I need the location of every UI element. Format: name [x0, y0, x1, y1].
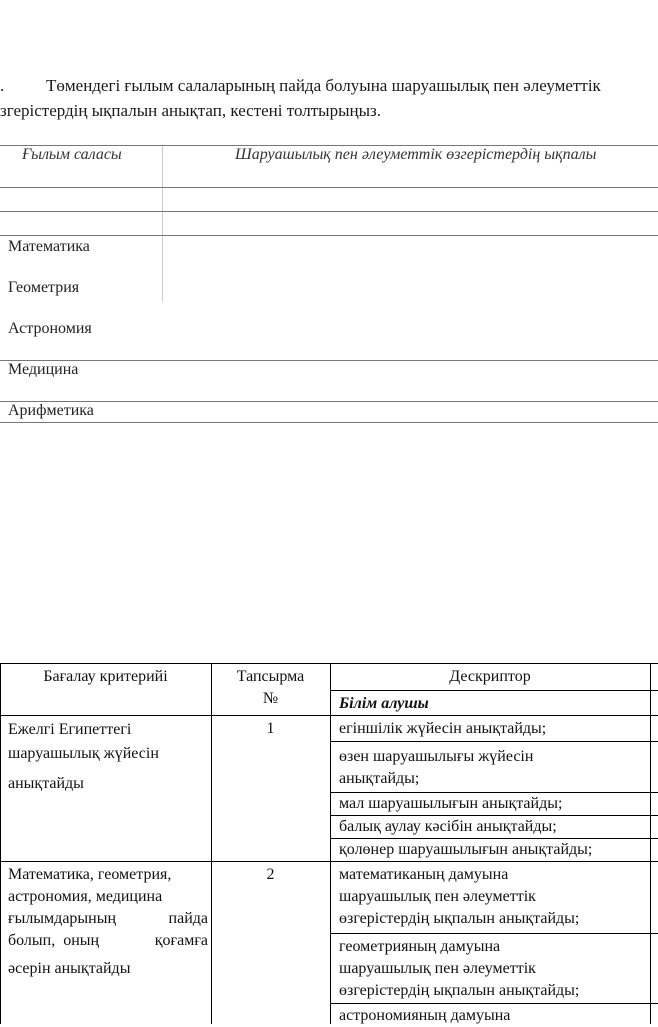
- criterion-word: қоғамға: [154, 932, 208, 949]
- table1-column-divider: [162, 146, 163, 302]
- descriptor-item: егіншілік жүйесін анықтайды;: [339, 720, 547, 737]
- criterion-word: пайда: [168, 910, 208, 927]
- criterion-line: астрономия, медицина: [8, 888, 163, 905]
- criterion-line: шаруашылық жүйесін: [8, 745, 159, 762]
- task-text-line1: Төмендегі ғылым салаларының пайда болуына шаруашылық пен әлеуметтік: [46, 76, 601, 95]
- table1-rule: [0, 401, 658, 402]
- table1-rule: [0, 235, 658, 236]
- descriptor-line: геометрияның дамуына: [339, 938, 501, 955]
- table1-header-influence: Шаруашылық пен әлеуметтік өзгерістердің ықпалы: [235, 146, 597, 163]
- table2-border: [650, 663, 651, 1024]
- table2-border: [330, 690, 658, 691]
- descriptor-item: астрономияның дамуына: [339, 1007, 511, 1024]
- table1-rule: [0, 211, 658, 212]
- subheader-learner: Білім алушы: [339, 695, 429, 712]
- subject-astronomy: Астрономия: [8, 320, 92, 337]
- header-descriptor: Дескриптор: [449, 668, 531, 685]
- subject-mathematics: Математика: [8, 238, 90, 255]
- criterion-word: ғылымдарының: [8, 910, 117, 927]
- header-task-number-sign: №: [262, 690, 279, 707]
- descriptor-item: қолөнер шаруашылығын анықтайды;: [339, 841, 593, 858]
- criterion-line: [8, 908, 208, 930]
- descriptor-line: анықтайды;: [339, 770, 420, 787]
- header-task: Тапсырма: [236, 668, 305, 685]
- descriptor-line: шаруашылық пен әлеуметтік: [339, 960, 536, 977]
- header-criterion: Бағалау критерийі: [43, 668, 168, 685]
- descriptor-item: [339, 936, 579, 1002]
- criterion-line: әсерін анықтайды: [8, 960, 131, 977]
- descriptor-line: өзгерістердің ықпалын анықтайды;: [339, 910, 580, 927]
- table2-border: [330, 933, 658, 934]
- table1-bottom-rule: [0, 422, 658, 423]
- subject-arithmetic: Арифметика: [8, 402, 94, 419]
- table1-rule: [0, 187, 658, 188]
- table1-header-science: Ғылым саласы: [22, 146, 122, 163]
- table2-border: [0, 663, 658, 664]
- descriptor-item: мал шаруашылығын анықтайды;: [339, 795, 563, 812]
- criterion-line: Математика, геометрия,: [8, 866, 172, 883]
- subject-medicine: Медицина: [8, 361, 79, 378]
- task-text-line2: згерістердің ықпалын анықтап, кестені толтырыңыз.: [0, 101, 381, 120]
- criterion-row2: [8, 864, 208, 980]
- descriptor-line: өзгерістердің ықпалын анықтайды;: [339, 982, 580, 999]
- table1-rule: [0, 360, 658, 361]
- criterion-line: Ежелгі Египеттегі: [8, 721, 132, 738]
- descriptor-line: математиканың дамуына: [339, 866, 509, 883]
- task-number: .: [0, 76, 5, 95]
- criterion-row1: [8, 718, 159, 796]
- descriptor-item: [339, 864, 579, 930]
- table2-border: [330, 1003, 658, 1004]
- task-number-row2: 2: [266, 866, 275, 883]
- descriptor-line: өзен шаруашылығы жүйесін: [339, 748, 534, 765]
- descriptor-item: балық аулау кәсібін анықтайды;: [339, 818, 557, 835]
- descriptor-item: [339, 746, 533, 790]
- table2-border: [0, 715, 658, 716]
- table2-border: [330, 741, 658, 742]
- table2-border: [330, 663, 331, 1024]
- table2-border: [0, 663, 1, 1024]
- descriptor-line: шаруашылық пен әлеуметтік: [339, 888, 536, 905]
- task-number-row1: 1: [266, 720, 275, 737]
- criterion-word: болып, оның: [8, 932, 100, 949]
- criterion-line: [8, 930, 208, 952]
- subject-geometry: Геометрия: [8, 279, 80, 296]
- criterion-line: анықтайды: [8, 775, 84, 792]
- table2-border: [0, 861, 658, 862]
